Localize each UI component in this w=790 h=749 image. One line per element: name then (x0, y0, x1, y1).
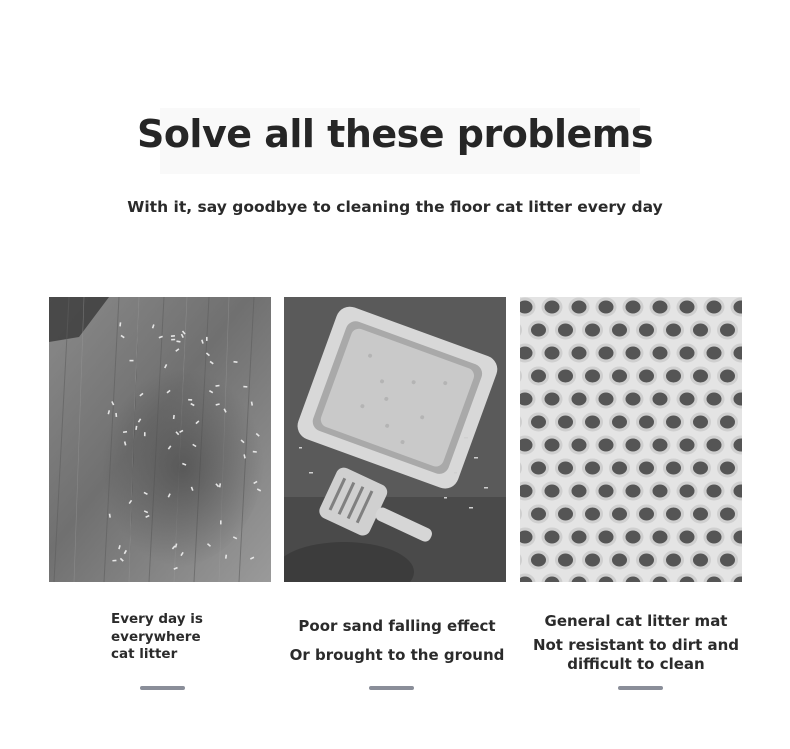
divider-bar (140, 686, 185, 690)
divider-bar (369, 686, 414, 690)
floor-litter-image (49, 297, 271, 582)
divider-bar (618, 686, 663, 690)
caption-line: everywhere (111, 628, 201, 645)
page-title: Solve all these problems (136, 112, 654, 156)
litter-box-photo (284, 297, 506, 582)
caption-line: General cat litter mat (544, 612, 728, 630)
caption-line: Or brought to the ground (289, 646, 505, 664)
litter-box-image (284, 297, 506, 582)
caption-litter-box (272, 612, 522, 670)
floor-litter-photo (49, 297, 271, 582)
caption-honeycomb-mat (520, 612, 752, 674)
caption-floor-litter (111, 611, 221, 664)
page-subtitle: With it, say goodbye to cleaning the floor cat litter every day (127, 198, 663, 216)
caption-line: cat litter (111, 646, 178, 662)
honeycomb-mat-image (520, 297, 742, 582)
caption-line: Poor sand falling effect (298, 617, 496, 635)
honeycomb-mat-photo (520, 297, 742, 582)
caption-line: Not resistant to dirt and difficult to clean (532, 636, 740, 673)
caption-line: Every day is (111, 611, 203, 627)
